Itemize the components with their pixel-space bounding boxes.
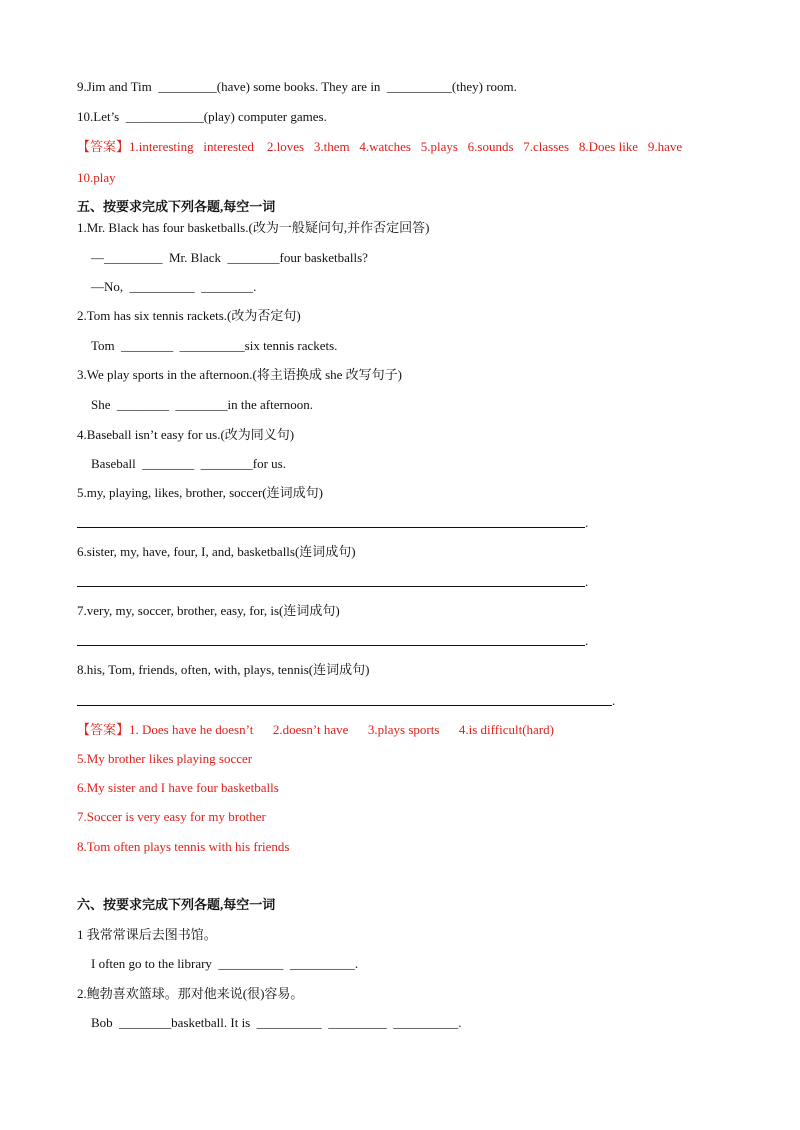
question-9: 9.Jim and Tim _________(have) some books. They are in __________(they) room.: [77, 79, 517, 94]
question-5-5: 5.my, playing, likes, brother, soccer(连词成句): [77, 485, 323, 500]
question-5-1-a-blank: —No, __________ ________.: [91, 279, 257, 294]
answer-line-8-period: .: [612, 693, 616, 708]
answer-line-7: [77, 645, 585, 646]
question-5-2: 2.Tom has six tennis rackets.(改为否定句): [77, 308, 301, 323]
answer-key-section-4-cont: 10.play: [77, 170, 116, 185]
question-5-7: 7.very, my, soccer, brother, easy, for, is(连词成句): [77, 603, 340, 618]
question-5-3-blank: She ________ ________in the afternoon.: [91, 397, 314, 412]
answer-key-section-5: 【答案】1. Does have he doesn’t 2.doesn’t have 3.plays sports 4.is difficult(hard): [77, 722, 554, 737]
question-6-1-blank: I often go to the library __________ __________.: [91, 956, 359, 971]
section-5-heading: 五、按要求完成下列各题,每空一词: [77, 199, 276, 214]
answer-key-section-4: 【答案】1.interesting interested 2.loves 3.them 4.watches 5.plays 6.sounds 7.classes 8.Does like 9.have: [77, 139, 683, 154]
answer-key-5-8: 8.Tom often plays tennis with his friends: [77, 839, 290, 854]
question-6-2: 2.鲍勃喜欢篮球。那对他来说(很)容易。: [77, 986, 304, 1001]
answer-line-7-period: .: [585, 633, 589, 648]
question-10: 10.Let’s ____________(play) computer games.: [77, 109, 327, 124]
answer-key-5-7: 7.Soccer is very easy for my brother: [77, 809, 266, 824]
question-6-1: 1 我常常课后去图书馆。: [77, 927, 217, 942]
answer-line-8: [77, 705, 612, 706]
question-6-2-blank: Bob ________basketball. It is __________ _________ __________.: [91, 1015, 462, 1030]
question-5-8: 8.his, Tom, friends, often, with, plays, tennis(连词成句): [77, 662, 370, 677]
answer-line-5-period: .: [585, 515, 589, 530]
question-5-1: 1.Mr. Black has four basketballs.(改为一般疑问句,并作否定回答): [77, 220, 430, 235]
section-6-heading: 六、按要求完成下列各题,每空一词: [77, 897, 276, 912]
question-5-4: 4.Baseball isn’t easy for us.(改为同义句): [77, 427, 295, 442]
question-5-4-blank: Baseball ________ ________for us.: [91, 456, 286, 471]
answer-line-5: [77, 527, 585, 528]
question-5-3: 3.We play sports in the afternoon.(将主语换成 she 改写句子): [77, 367, 402, 382]
answer-key-5-5: 5.My brother likes playing soccer: [77, 751, 253, 766]
answer-key-5-6: 6.My sister and I have four basketballs: [77, 780, 279, 795]
answer-line-6-period: .: [585, 574, 589, 589]
answer-line-6: [77, 586, 585, 587]
question-5-2-blank: Tom ________ __________six tennis rackets.: [91, 338, 338, 353]
question-5-6: 6.sister, my, have, four, I, and, basketballs(连词成句): [77, 544, 356, 559]
question-5-1-q-blank: —_________ Mr. Black ________four basketballs?: [91, 250, 368, 265]
